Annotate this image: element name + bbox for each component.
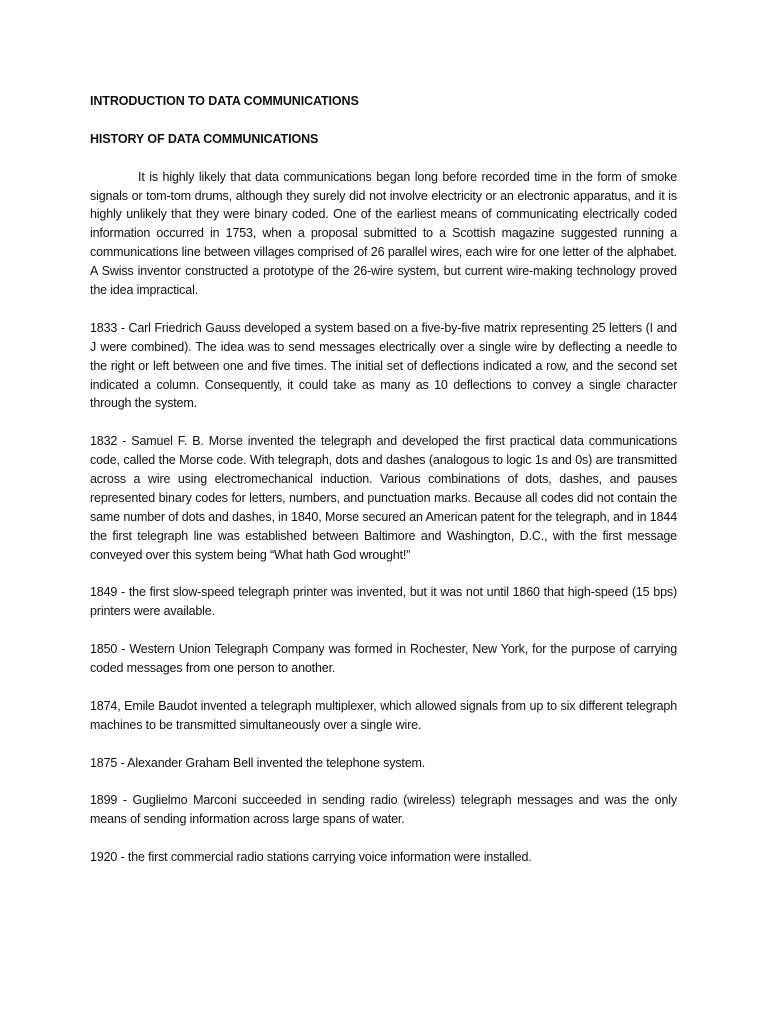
paragraph-1833: 1833 - Carl Friedrich Gauss developed a system based on a five-by-five matrix representing 25 letters (I and J were combined). The idea was to send messages electrically over a single wire by deflecting a needle to the right or left between one and five times. The initial set of deflections indicated a row, and the second set indicated a column. Consequently, it could take as many as 10 deflections to convey a single character through the system. (90, 320, 677, 411)
paragraph-intro: It is highly likely that data communications began long before recorded time in the form of smoke signals or tom-tom drums, although they surely did not involve electricity or an electronic apparatus, and it is highly unlikely that they were binary coded. One of the earliest means of communicating electrically coded information occurred in 1753, when a proposal submitted to a Scottish magazine suggested running a communications line between villages comprised of 26 parallel wires, each wire for one letter of the alphabet. A Swiss inventor constructed a prototype of the 26-wire system, but current wire-making technology proved the idea impractical. (90, 169, 677, 298)
document-body (90, 92, 677, 886)
paragraph-1850: 1850 - Western Union Telegraph Company was formed in Rochester, New York, for the purpose of carrying coded messages from one person to another. (90, 642, 677, 676)
paragraph-1875: 1875 - Alexander Graham Bell invented the telephone system. (90, 755, 426, 770)
paragraph-1832: 1832 - Samuel F. B. Morse invented the telegraph and developed the first practical data communications code, called the Morse code. With telegraph, dots and dashes (analogous to logic 1s and 0s) are transmitted across a wire using electromechanical induction. Various combinations of dots, dashes, and pauses represented binary codes for letters, numbers, and punctuation marks. Because all codes did not contain the same number of dots and dashes, in 1840, Morse secured an American patent for the telegraph, and in 1844 the first telegraph line was established between Baltimore and Washington, D.C., with the first message conveyed over this system being “What hath God wrought!” (90, 434, 677, 562)
paragraph-1874: 1874, Emile Baudot invented a telegraph multiplexer, which allowed signals from up to six different telegraph machines to be transmitted simultaneously over a single wire. (90, 698, 677, 732)
document-title: INTRODUCTION TO DATA COMMUNICATIONS (90, 94, 359, 108)
paragraph-1899: 1899 - Guglielmo Marconi succeeded in sending radio (wireless) telegraph messages and was the only means of sending information across large spans of water. (90, 793, 677, 827)
section-heading: HISTORY OF DATA COMMUNICATIONS (90, 131, 319, 146)
paragraph-1920: 1920 - the first commercial radio stations carrying voice information were installed. (90, 850, 532, 865)
paragraph-1849: 1849 - the first slow-speed telegraph printer was invented, but it was not until 1860 that high-speed (15 bps) printers were available. (90, 585, 677, 619)
